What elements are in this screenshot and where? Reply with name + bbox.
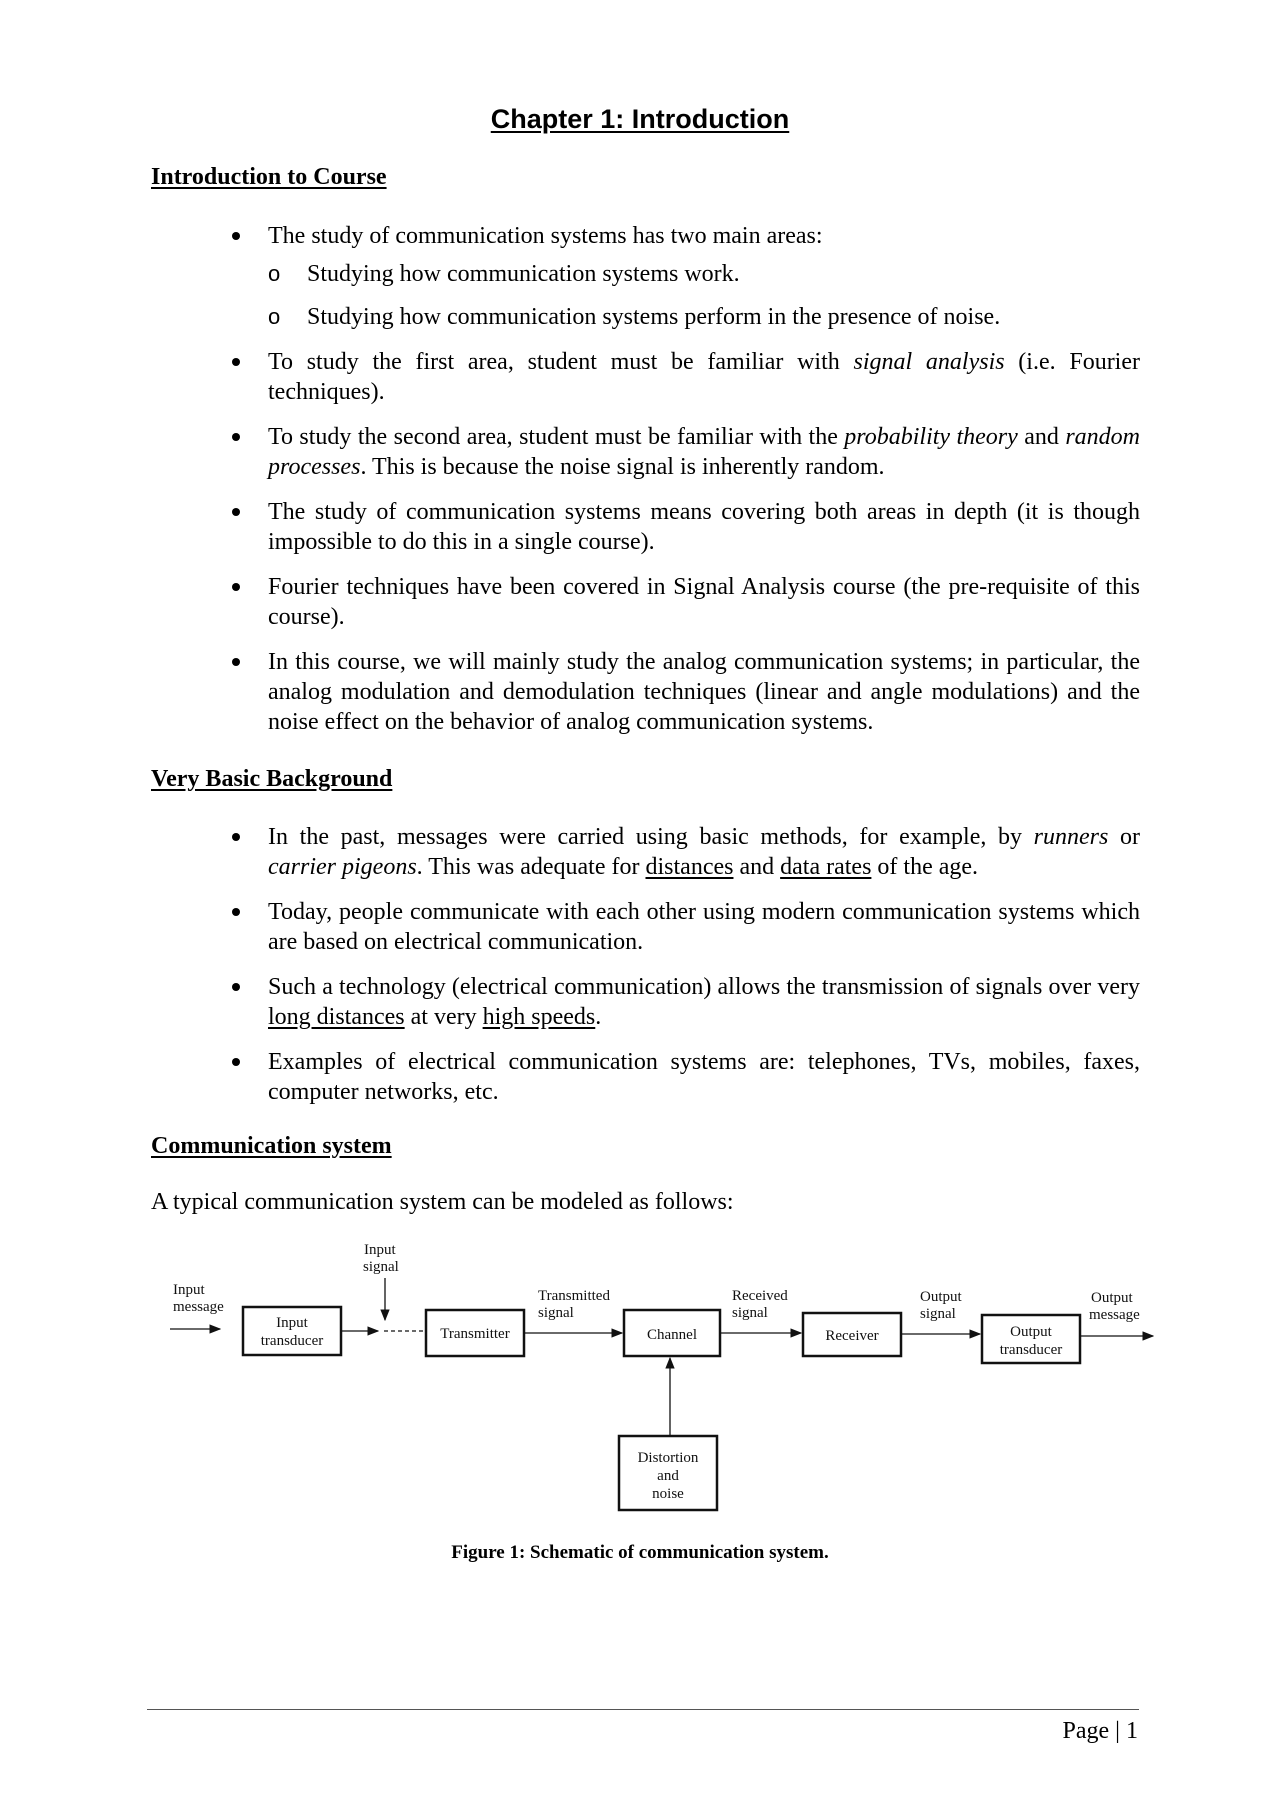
list-item [0,897,1280,957]
bullet-text: Examples of electrical communication systems are: telephones, TVs, mobiles, faxes, computer networks, etc. [268,1049,1140,1105]
block-label: Distortion [637,1450,699,1466]
diagram-intro-text: A typical communication system can be modeled as follows: [151,1189,734,1215]
communication-system-diagram [160,1232,1160,1522]
text-run: and [733,854,781,880]
text-run: (i.e. Fourier techniques). [268,349,1140,405]
block-label: transducer [260,1333,324,1349]
text-run: at very [404,1004,483,1030]
label-received-signal: signal [732,1305,768,1321]
label-output-signal: signal [920,1306,956,1322]
block-label: and [657,1468,679,1484]
background-list [0,822,1280,1122]
label-input-message: message [173,1299,224,1315]
block-label: transducer [999,1342,1063,1358]
bullet-text: The study of communication systems has two main areas: [268,223,823,249]
emphasis-text: runners [1033,824,1109,850]
text-run: In the past, messages were carried using basic methods, for example, by [268,824,1034,850]
text-run: . [595,1004,602,1030]
section-heading-communication-system: Communication system [151,1133,392,1159]
emphasis-text: signal analysis [853,349,1005,375]
list-item [0,822,1280,882]
block-label: Channel [647,1327,697,1343]
underlined-text: distances [645,854,734,880]
section-heading-intro-course: Introduction to Course [151,164,387,190]
list-item [0,647,1280,737]
list-item [0,572,1280,632]
intro-course-list [0,221,1280,752]
text-run: . This was adequate for [416,854,646,880]
bullet-text: Today, people communicate with each other using modern communication systems which are based on electrical communication. [268,899,1140,955]
text-run: and [1017,424,1066,450]
list-item [0,422,1280,482]
figure-caption: Figure 1: Schematic of communication system. [451,1542,829,1563]
block-label: Receiver [825,1328,879,1344]
block-label: Input [276,1315,308,1331]
text-run: To study the first area, student must be familiar with [268,349,854,375]
label-output-message: Output [1091,1290,1133,1306]
label-transmitted-signal: Transmitted [538,1288,610,1304]
sub-list-item [0,302,1140,332]
text-run: of the age. [871,854,979,880]
chapter-title: Chapter 1: Introduction [490,104,790,134]
bullet-text: Fourier techniques have been covered in Signal Analysis course (the pre-requisite of this course). [268,574,1140,630]
sub-list-item [0,259,1140,289]
page-number: Page | 1 [1062,1718,1138,1744]
emphasis-text: random processes [268,424,1141,480]
list-item [0,221,1280,332]
underlined-text: data rates [780,854,872,880]
list-item [0,497,1280,557]
block-label: noise [652,1486,684,1502]
list-item [0,1047,1280,1107]
sub-item-text: Studying how communication systems perform in the presence of noise. [307,304,1001,330]
bullet-text: The study of communication systems means covering both areas in depth (it is though impossible to do this in a single course). [268,499,1140,555]
label-transmitted-signal: signal [538,1305,574,1321]
label-output-message: message [1089,1307,1140,1323]
emphasis-text: probability theory [844,424,1018,450]
text-run: To study the second area, student must be familiar with the [268,424,845,450]
label-received-signal: Received [732,1288,788,1304]
sub-list [268,259,1140,332]
underlined-text: high speeds [482,1004,596,1030]
text-run: . This is because the noise signal is inherently random. [360,454,885,480]
underlined-text: long distances [268,1004,405,1030]
label-input-message: Input [173,1282,205,1298]
section-heading-background: Very Basic Background [151,766,393,792]
text-run: Such a technology (electrical communication) allows the transmission of signals over very [268,974,1140,1000]
block-label: Transmitter [440,1326,510,1342]
label-output-signal: Output [920,1289,962,1305]
list-item [0,972,1280,1032]
label-input-signal: Input [364,1242,396,1258]
list-item [0,347,1280,407]
sub-item-text: Studying how communication systems work. [307,261,740,287]
label-input-signal: signal [363,1259,399,1275]
emphasis-text: carrier pigeons [268,854,417,880]
bullet-text: In this course, we will mainly study the analog communication systems; in particular, the analog modulation and demodulation techniques (linear and angle modulations) and the noise effect on the behavior of analog communication systems. [268,649,1140,735]
text-run: or [1108,824,1140,850]
footer-divider [147,1709,1139,1710]
block-label: Output [1010,1324,1052,1340]
